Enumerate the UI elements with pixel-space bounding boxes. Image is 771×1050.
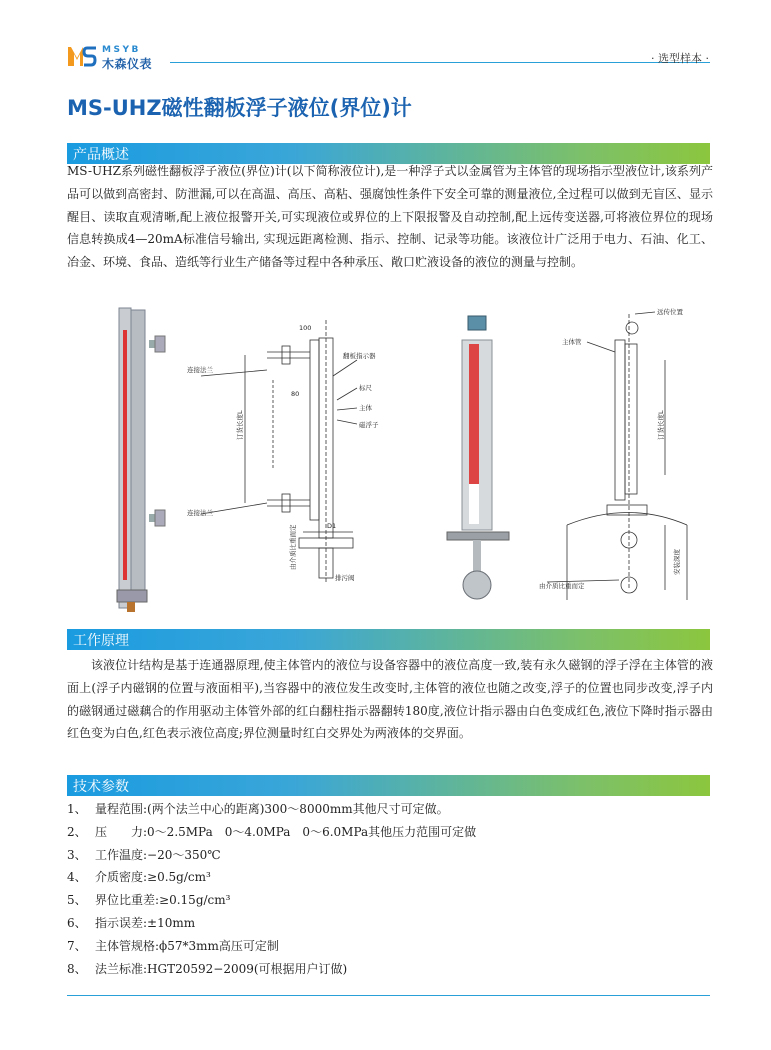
spec-item: 5、 界位比重差:≥0.15g/cm³ <box>67 893 231 908</box>
label-order-length-left: 订货长度L <box>236 410 244 440</box>
label-connect-flange-bottom: 连接法兰 <box>187 509 213 517</box>
product-photo-side-mount <box>117 308 165 612</box>
section-title-specs: 技术参数 <box>73 779 129 795</box>
label-remote-position: 远传位置 <box>657 308 683 316</box>
label-dim-80: 80 <box>291 390 300 398</box>
header-tag: · 选型样本 · <box>651 52 709 65</box>
spec-item: 7、 主体管规格:ϕ57*3mm高压可定制 <box>67 938 279 953</box>
section-title-overview: 产品概述 <box>73 147 129 163</box>
principle-text: 该液位计结构是基于连通器原理,使主体管内的液位与设备容器中的液位高度一致,装有永久磁钢的浮子浮在主体管的液面上(浮子内磁钢的位置与液面相平),当容器中的液位发生改变时,主体管的液位也随之改变,浮子的位置也同步改变,浮子内的磁钢通过磁藕合的作用驱动主体管外部的红白翻柱指示器翻转180度,液位计指示器由白色变成红色,液位下降时指示器由红色变为白色,红色表示液位高度;界位测量时红白交界处为两液体的交界面。 <box>67 658 713 741</box>
label-dim-d1: D1 <box>327 522 337 530</box>
label-indicator: 翻板指示器 <box>343 352 376 360</box>
label-body: 主体 <box>359 404 372 412</box>
header-divider <box>170 62 710 63</box>
label-scale: 标尺 <box>359 384 372 392</box>
label-install-depth: 安装深度 <box>673 549 681 575</box>
spec-item: 2、 压 力:0～2.5MPa 0～4.0MPa 0～6.0MPa其他压力范围可定做 <box>67 824 477 839</box>
spec-list <box>67 798 713 980</box>
spec-item: 8、 法兰标准:HGT20592−2009(可根据用户订做) <box>67 961 348 976</box>
dimension-drawing-side-mount <box>201 320 357 582</box>
section-title-principle: 工作原理 <box>73 633 129 649</box>
label-dim-100: 100 <box>299 324 312 332</box>
spec-item: 1、 量程范围:(两个法兰中心的距离)300～8000mm其他尺寸可定做。 <box>67 802 449 816</box>
label-by-density-right: 由介质比重而定 <box>539 582 585 590</box>
spec-item: 3、 工作温度:−20～350℃ <box>67 847 221 862</box>
product-photo-top-mount <box>447 316 509 599</box>
section-bar-principle <box>67 629 710 650</box>
overview-text: MS-UHZ系列磁性翻板浮子液位(界位)计(以下简称液位计),是一种浮子式以金属管为主体管的现场指示型液位计,该系列产品可以做到高密封、防泄漏,可以在高温、高压、高粘、强腐蚀性条件下安全可靠的测量液位,全过程可以做到无盲区、显示醒目、读取直观清晰,配上液位报警开关,可实现液位或界位的上下限报警及自动控制,配上远传变送器,可将液位界位的现场信息转换成4—20mA标准信号输出, 实现远距离检测、指示、控制、记录等功能。该液位计广泛用于电力、石油、化工、冶金、环境、食品、造纸等行业生产储备等过程中各种承压、敞口贮液设备的液位的测量与控制。 <box>67 164 713 270</box>
product-figures <box>67 300 713 620</box>
label-main-pipe: 主体管 <box>562 338 582 346</box>
brand-logo <box>68 44 168 70</box>
label-drain: 排污阀 <box>335 574 355 582</box>
page-title: MS-UHZ磁性翻板浮子液位(界位)计 <box>67 96 412 120</box>
brand-cn: 木森仪表 <box>102 57 153 71</box>
brand-en: MSYB <box>102 45 141 55</box>
section-bar-specs <box>67 775 710 796</box>
logo-mark-icon <box>68 44 98 68</box>
label-connect-flange-top: 连接法兰 <box>187 366 213 374</box>
dimension-drawing-top-mount <box>547 312 687 600</box>
footer-divider <box>67 995 710 996</box>
label-order-length-right: 订货长度L <box>657 410 665 440</box>
label-float: 磁浮子 <box>359 421 379 429</box>
spec-item: 6、 指示误差:±10mm <box>67 915 196 930</box>
spec-item: 4、 介质密度:≥0.5g/cm³ <box>67 870 211 885</box>
label-by-density: 由介质比重而定 <box>289 524 297 570</box>
